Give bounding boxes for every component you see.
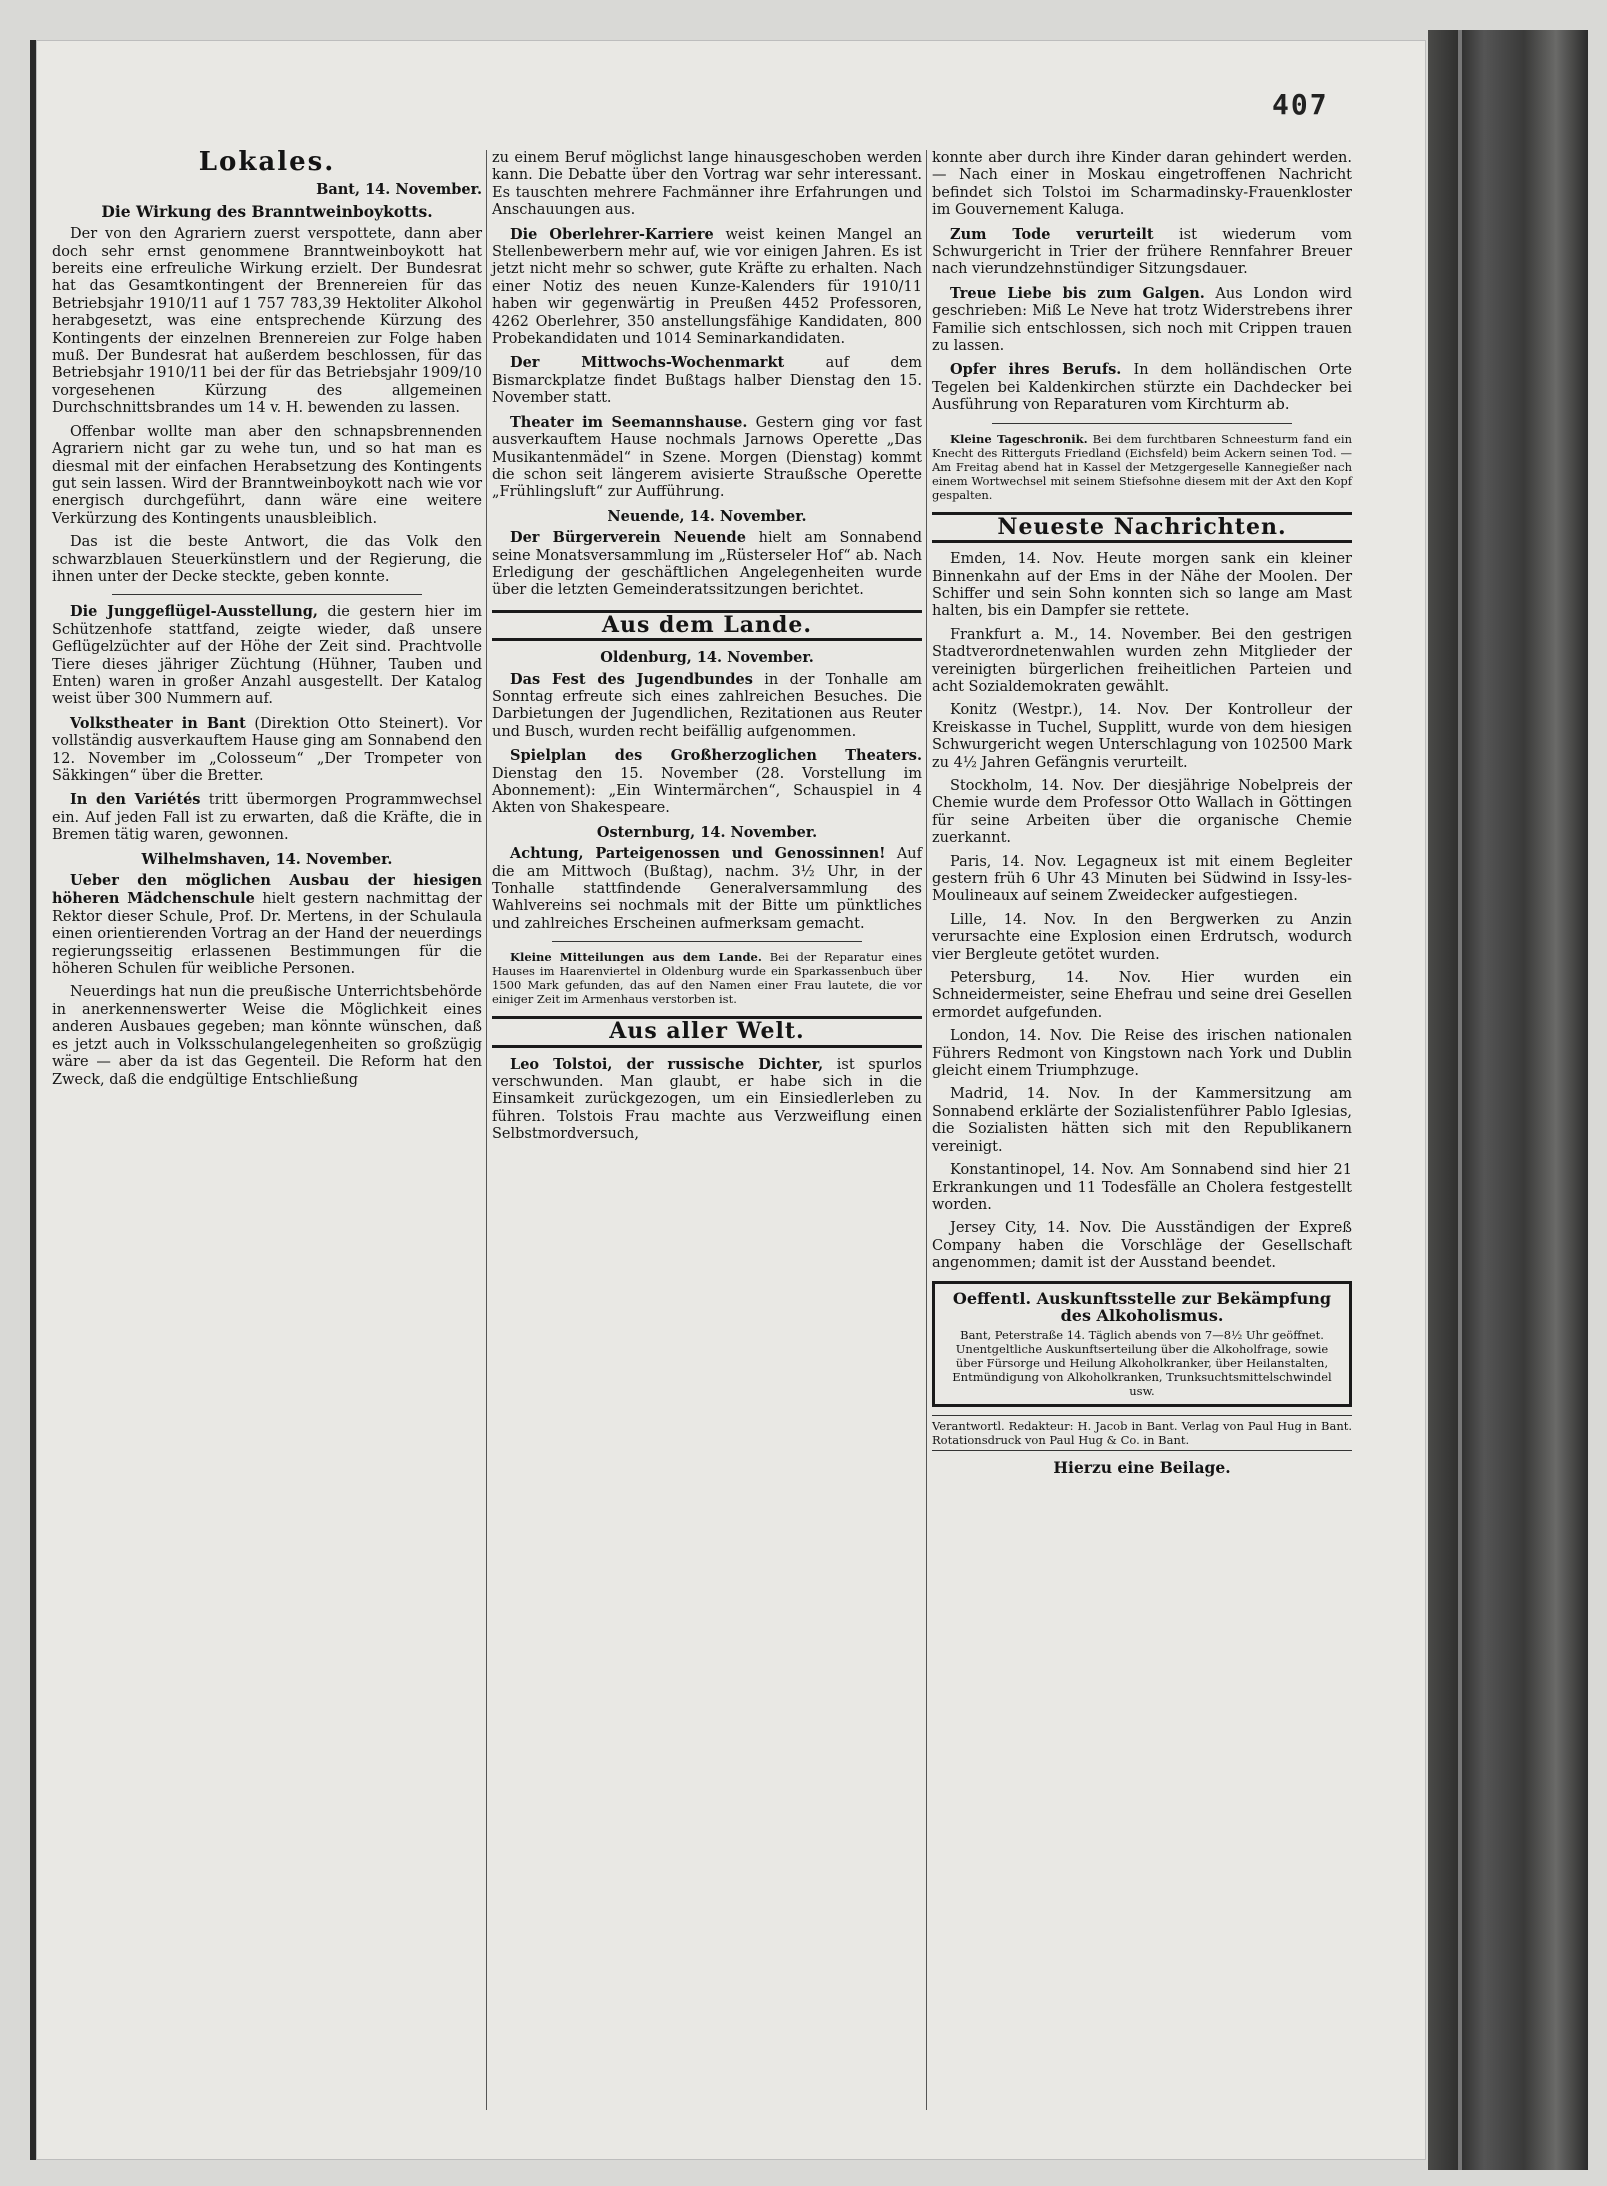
article-paragraph — [932, 285, 1352, 356]
article-lead: Achtung, Parteigenossen und Genossinnen! — [510, 845, 886, 863]
column-3 — [932, 150, 1352, 1483]
article-lead: Ueber den möglichen Ausbau der hiesigen höheren Mädchenschule — [52, 872, 482, 908]
small-notice — [492, 950, 922, 1006]
article-text: ist wiederum vom Schwurgericht in Trier der frühere Rennfahrer Breuer nach vierundzehnstündiger Sitzungsdauer. — [932, 226, 1353, 278]
news-item: London, 14. Nov. Die Reise des irischen nationalen Führers Redmont von Kingstown nach York und Dublin gleicht einem Triumphzuge. — [932, 1028, 1352, 1080]
article-paragraph — [492, 226, 922, 349]
separator — [552, 941, 862, 942]
article-text: weist keinen Mangel an Stellenbewerbern mehr auf, wie vor einigen Jahren. Es ist jetzt nicht mehr so schwer, gute Kräfte zu erhalten. Nach einer Notiz des neuen Kunze-Kalenders für 1910/11 haben wir gegenwärtig in Preußen 4452 Professoren, 4262 Oberlehrer, 350 anstellungsfähige Kandidaten, 800 Probekandidaten und 1014 Seminarkandidaten. — [492, 226, 922, 348]
dateline: Bant, 14. November. — [316, 181, 482, 199]
news-item: Madrid, 14. Nov. In der Kammersitzung am Sonnabend erklärte der Sozialistenführer Pablo Iglesias, die Sozialisten hätten sich mit den Republikanern vereinigt. — [932, 1086, 1352, 1155]
article-lead: Kleine Tageschronik. — [950, 431, 1088, 446]
article-text: Bei dem furchtbaren Schneesturm fand ein Knecht des Ritterguts Friedland (Eichsfeld) beim Ackern seinen Tod. — Am Freitag abend hat in Kassel der Metzgergeselle Kannegießer nach einem Wortwechsel mit seinem Stiefsohne diesem mit der Axt den Kopf gespalten. — [932, 431, 1353, 502]
article-text: ist spurlos verschwunden. Man glaubt, er habe sich in die Einsamkeit zurückgezogen, um ein Einsiedlerleben zu führen. Tolstois Frau machte aus Verzweiflung einen Selbstmordversuch, — [492, 1056, 922, 1143]
article-lead: Der Bürgerverein Neuende — [510, 529, 746, 547]
imprint: Verantwortl. Redakteur: H. Jacob in Bant. Verlag von Paul Hug in Bant. Rotationsdruck von Paul Hug & Co. in Bant. — [932, 1415, 1352, 1451]
advert-text: Bant, Peterstraße 14. Täglich abends von 7—8½ Uhr geöffnet. Unentgeltliche Auskunftserteilung über die Alkoholfrage, sowie über Fürsorge und Heilung Alkoholkranker, über Heilanstalten, Entmündigung von Alkoholkranken, Trunksuchtsmittelschwindel usw. — [952, 1328, 1332, 1399]
article-text: tritt übermorgen Programmwechsel ein. Auf jeden Fall ist zu erwarten, daß die Kräfte, die in Bremen tätig waren, gewonnen. — [52, 792, 482, 844]
article-lead: Kleine Mitteilungen aus dem Lande. — [510, 950, 762, 965]
article-lead: Die Junggeflügel-Ausstellung, — [70, 603, 318, 621]
article-text: auf dem Bismarckplatze findet Bußtags halber Dienstag den 15. November statt. — [492, 355, 923, 407]
news-item: Petersburg, 14. Nov. Hier wurden ein Schneidermeister, seine Ehefrau und seine drei Gesellen ermordet aufgefunden. — [932, 970, 1352, 1021]
separator — [112, 594, 422, 595]
article-text: in der Tonhalle am Sonntag erfreute sich eines zahlreichen Besuches. Die Darbietungen der Jugendlichen, Rezitationen aus Reuter und Busch, wurden recht beifällig aufgenommen. — [492, 671, 923, 740]
article-text: Dienstag den 15. November (28. Vorstellung im Abonnement): „Ein Wintermärchen“, Schauspiel in 4 Akten von Shakespeare. — [492, 765, 922, 817]
column-1 — [52, 147, 483, 1095]
article-paragraph — [52, 603, 482, 708]
dateline: Wilhelmshaven, 14. November. — [141, 850, 393, 868]
book-binding — [1428, 30, 1588, 2170]
dateline: Neuende, 14. November. — [607, 507, 807, 525]
article-text: Aus London wird geschrieben: Miß Le Neve hat trotz Widerstrebens ihrer Familie sich entschlossen, sich noch mit Crippen trauen zu lassen. — [932, 285, 1353, 355]
article-text: In dem holländischen Orte Tegelen bei Kaldenkirchen stürzte ein Dachdecker bei Ausführung von Reparaturen vom Kirchturm ab. — [932, 362, 1352, 414]
article-lead: Opfer ihres Berufs. — [950, 361, 1122, 379]
article-title: Die Wirkung des Branntweinboykotts. — [101, 201, 433, 221]
article-lead: Die Oberlehrer-Karriere — [510, 225, 714, 243]
article-text: hielt gestern nachmittag der Rektor dieser Schule, Prof. Dr. Mertens, in der Schulaula einen orientierenden Vortrag an der Hand der neuerdings regierungsseitig erlassenen Bestimmungen für die höheren Schulen für weibliche Personen. — [52, 891, 482, 978]
supplement-note: Hierzu eine Beilage. — [1053, 1458, 1231, 1478]
section-title-neueste-nachrichten: Neueste Nachrichten. — [932, 512, 1352, 543]
article-paragraph: Offenbar wollte man aber den schnapsbrennenden Agrariern nicht gar zu wehe tun, und so hat man es diesmal mit der einfachen Herabsetzung des Kontingents gut sein lassen. Wird der Branntweinboykott nach wie vor energisch durchgeführt, dann wäre eine weitere Verkürzung des Kontingents unausbleiblich. — [52, 423, 482, 527]
article-lead: In den Variétés — [70, 791, 201, 809]
advert-box — [932, 1281, 1352, 1408]
page-number: 407 — [1272, 88, 1329, 121]
dateline: Oldenburg, 14. November. — [600, 649, 814, 667]
article-paragraph — [52, 791, 482, 844]
section-title-lokales: Lokales. — [198, 147, 336, 177]
article-paragraph — [492, 1056, 922, 1144]
column-divider — [486, 150, 487, 2110]
article-paragraph — [492, 747, 922, 818]
article-lead: Treue Liebe bis zum Galgen. — [950, 284, 1205, 302]
news-item: Konstantinopel, 14. Nov. Am Sonnabend sind hier 21 Erkrankungen und 11 Todesfälle an Cholera festgestellt worden. — [932, 1162, 1352, 1213]
article-lead: Theater im Seemannshause. — [510, 413, 748, 431]
article-paragraph: Der von den Agrariern zuerst verspottete, dann aber doch sehr ernst genommene Branntweinboykott hat bereits eine erfreuliche Wirkung erzielt. Der Bundesrat hat das Gesamtkontingent der Brennereien für das Betriebsjahr 1910/11 auf 1 757 783,39 Hektoliter Alkohol herabgesetzt, was eine entsprechende Kürzung des Kontingents der einzelnen Brennereien zur Folge haben muß. Der Bundesrat hat außerdem beschlossen, für das Betriebsjahr 1910/11 bei der für das Betriebsjahr 1909/10 vorgesehenen Kürzung des allgemeinen Durchschnittsbrandes um 14 v. H. bewenden zu lassen. — [52, 226, 482, 417]
news-item: Frankfurt a. M., 14. November. Bei den gestrigen Stadtverordnetenwahlen wurden zehn Mitglieder der vereinigten bürgerlichen freiheitlichen Parteien und acht Sozialdemokraten gewählt. — [932, 626, 1352, 695]
article-text: Gestern ging vor fast ausverkauftem Hause nochmals Jarnows Operette „Das Musikantenmädel“ in Szene. Morgen (Dienstag) kommt die schon seit längerem avisierte Straußsche Operette „Frühlingsluft“ zur Aufführung. — [492, 414, 922, 501]
article-paragraph — [492, 671, 922, 742]
news-item: Paris, 14. Nov. Legagneux ist mit einem Begleiter gestern früh 6 Uhr 43 Minuten bei Südwind in Issy-les-Moulineaux auf seinem Zweidecker aufgestiegen. — [932, 853, 1352, 905]
news-item: Jersey City, 14. Nov. Die Ausständigen der Expreß Company haben die Vorschläge der Gesellschaft angenommen; damit ist der Ausstand beendet. — [932, 1220, 1352, 1272]
article-text: Auf die am Mittwoch (Bußtag), nachm. 3½ Uhr, in der Tonhalle stattfindende Generalversammlung des Wahlvereins sei nochmals mit der Bitte um pünktliches und zahlreiches Erscheinen aufmerksam gemacht. — [492, 846, 923, 932]
article-text: (Direktion Otto Steinert). Vor vollständig ausverkauftem Hause ging am Sonnabend den 12. November im „Colosseum“ „Der Trompeter von Säkkingen“ über die Bretter. — [52, 715, 482, 784]
news-item: Konitz (Westpr.), 14. Nov. Der Kontrolleur der Kreiskasse in Tuchel, Supplitt, wurde von dem hiesigen Schwurgericht wegen Unterschlagung von 102500 Mark zu 4½ Jahren Gefängnis verurteilt. — [932, 702, 1352, 771]
news-item: Lille, 14. Nov. In den Bergwerken zu Anzin verursachte eine Explosion einen Erdrutsch, wodurch vier Bergleute getötet wurden. — [932, 911, 1352, 963]
article-lead: Leo Tolstoi, der russische Dichter, — [510, 1055, 824, 1073]
article-text: Bei der Reparatur eines Hauses im Haarenviertel in Oldenburg wurde ein Sparkassenbuch über 1500 Mark gefunden, das auf den Namen einer Frau lautete, die vor einiger Zeit im Armenhaus verstorben ist. — [492, 950, 923, 1007]
article-lead: Volkstheater in Bant — [70, 714, 246, 732]
section-title-aus-aller-welt: Aus aller Welt. — [492, 1016, 922, 1047]
article-paragraph — [492, 529, 922, 600]
article-paragraph: konnte aber durch ihre Kinder daran gehindert werden. — Nach einer in Moskau eingetroffenen Nachricht befindet sich Tolstoi im Scharmadinsky-Frauenkloster im Gouvernement Kaluga. — [932, 150, 1352, 219]
article-text: hielt am Sonnabend seine Monatsversammlung im „Rüsterseler Hof“ ab. Nach Erledigung der geschäftlichen Angelegenheiten wurde über die letzten Gemeinderatssitzungen berichtet. — [492, 530, 923, 599]
small-notice — [932, 432, 1352, 502]
column-2 — [492, 150, 922, 1150]
article-paragraph — [52, 872, 482, 978]
advert-title: Oeffentl. Auskunftsstelle zur Bekämpfung des Alkoholismus. — [952, 1288, 1332, 1325]
news-item: Emden, 14. Nov. Heute morgen sank ein kleiner Binnenkahn auf der Ems in der Nähe der Moolen. Der Schiffer und sein Sohn konnten sich so lange am Mast halten, bis ein Dampfer sie rettete. — [932, 551, 1352, 620]
separator — [992, 423, 1292, 424]
column-divider — [926, 150, 927, 2110]
article-lead: Das Fest des Jugendbundes — [510, 670, 753, 688]
article-paragraph: zu einem Beruf möglichst lange hinausgeschoben werden kann. Die Debatte über den Vortrag war sehr interessant. Es tauschten mehrere Fachmänner ihre Erfahrungen und Anschauungen aus. — [492, 150, 922, 219]
article-paragraph — [492, 845, 922, 933]
dateline: Osternburg, 14. November. — [596, 823, 818, 841]
article-paragraph — [492, 414, 922, 502]
article-paragraph — [52, 715, 482, 786]
article-lead: Zum Tode verurteilt — [950, 225, 1154, 243]
article-paragraph: Neuerdings hat nun die preußische Unterrichtsbehörde in anerkennenswerter Weise die Möglichkeit eines anderen Ausbaues gegeben; man könnte wünschen, daß es jetzt auch in Volksschulangelegenheiten so großzügig wäre — aber da ist das Gegenteil. Die Reform hat den Zweck, daß die endgültige Entschließung — [52, 984, 482, 1088]
section-title-aus-dem-lande: Aus dem Lande. — [492, 610, 922, 641]
article-paragraph — [932, 226, 1352, 279]
news-item: Stockholm, 14. Nov. Der diesjährige Nobelpreis der Chemie wurde dem Professor Otto Wallach in Göttingen für seine Arbeiten über die organische Chemie zuerkannt. — [932, 777, 1352, 847]
article-paragraph: Das ist die beste Antwort, die das Volk den schwarzblauen Steuerkünstlern und der Regierung, die ihnen unter der Decke steckte, geben konnte. — [52, 534, 482, 585]
article-paragraph — [492, 354, 922, 407]
article-text: die gestern hier im Schützenhofe stattfand, zeigte wieder, daß unsere Geflügelzüchter auf der Höhe der Zeit sind. Prachtvolle Tiere dieses jähriger Züchtung (Hühner, Tauben und Enten) waren in großer Anzahl ausgestellt. Der Katalog weist über 300 Nummern auf. — [52, 604, 483, 708]
article-lead: Der Mittwochs-Wochenmarkt — [510, 354, 785, 372]
article-paragraph — [932, 361, 1352, 414]
article-lead: Spielplan des Großherzoglichen Theaters. — [510, 747, 922, 765]
